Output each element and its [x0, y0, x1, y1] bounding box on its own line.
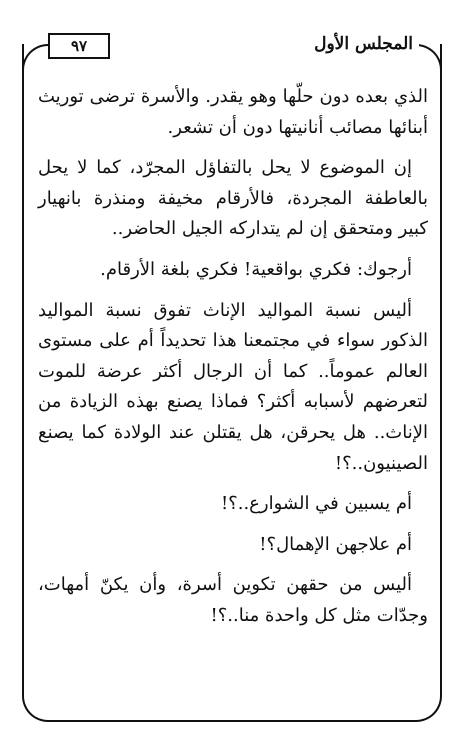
paragraph: إن الموضوع لا يحل بالتفاؤل المجرّد، كما لا يحل بالعاطفة المجردة، فالأرقام مخيفة ومنذرة بانهيار كبير ومتحقق إن لم يتداركه الجيل الحاضر..: [38, 157, 428, 240]
paragraph: أليس نسبة المواليد الإناث تفوق نسبة المواليد الذكور سواء في مجتمعنا هذا تحديداً أم على مستوى العالم عموماً.. كما أن الرجال أكثر عرضة للموت لتعرضهم لأسبابه أكثر؟ فماذا يصنع بهذه الزيادة من الإناث.. هل يحرقن، هل يقتلن عند الولادة كما يصنع الصينيون..؟!: [38, 299, 428, 474]
paragraph: الذي بعده دون حلّها وهو يقدر. والأسرة ترضى توريث أبنائها مصائب أنانيتها دون أن تشعر.: [38, 86, 428, 138]
paragraph: أم علاجهن الإهمال؟!: [259, 533, 412, 555]
paragraph: أليس من حقهن تكوين أسرة، وأن يكنّ أمهات، وجدّات مثل كل واحدة منا..؟!: [38, 574, 428, 626]
paragraph: أم يسبين في الشوارع..؟!: [220, 493, 412, 515]
page-body: [38, 82, 428, 642]
paragraph: أرجوك: فكري بواقعية! فكري بلغة الأرقام.: [100, 258, 412, 280]
page-number: ٩٧: [48, 33, 110, 59]
running-header-title: المجلس الأول: [308, 32, 419, 56]
